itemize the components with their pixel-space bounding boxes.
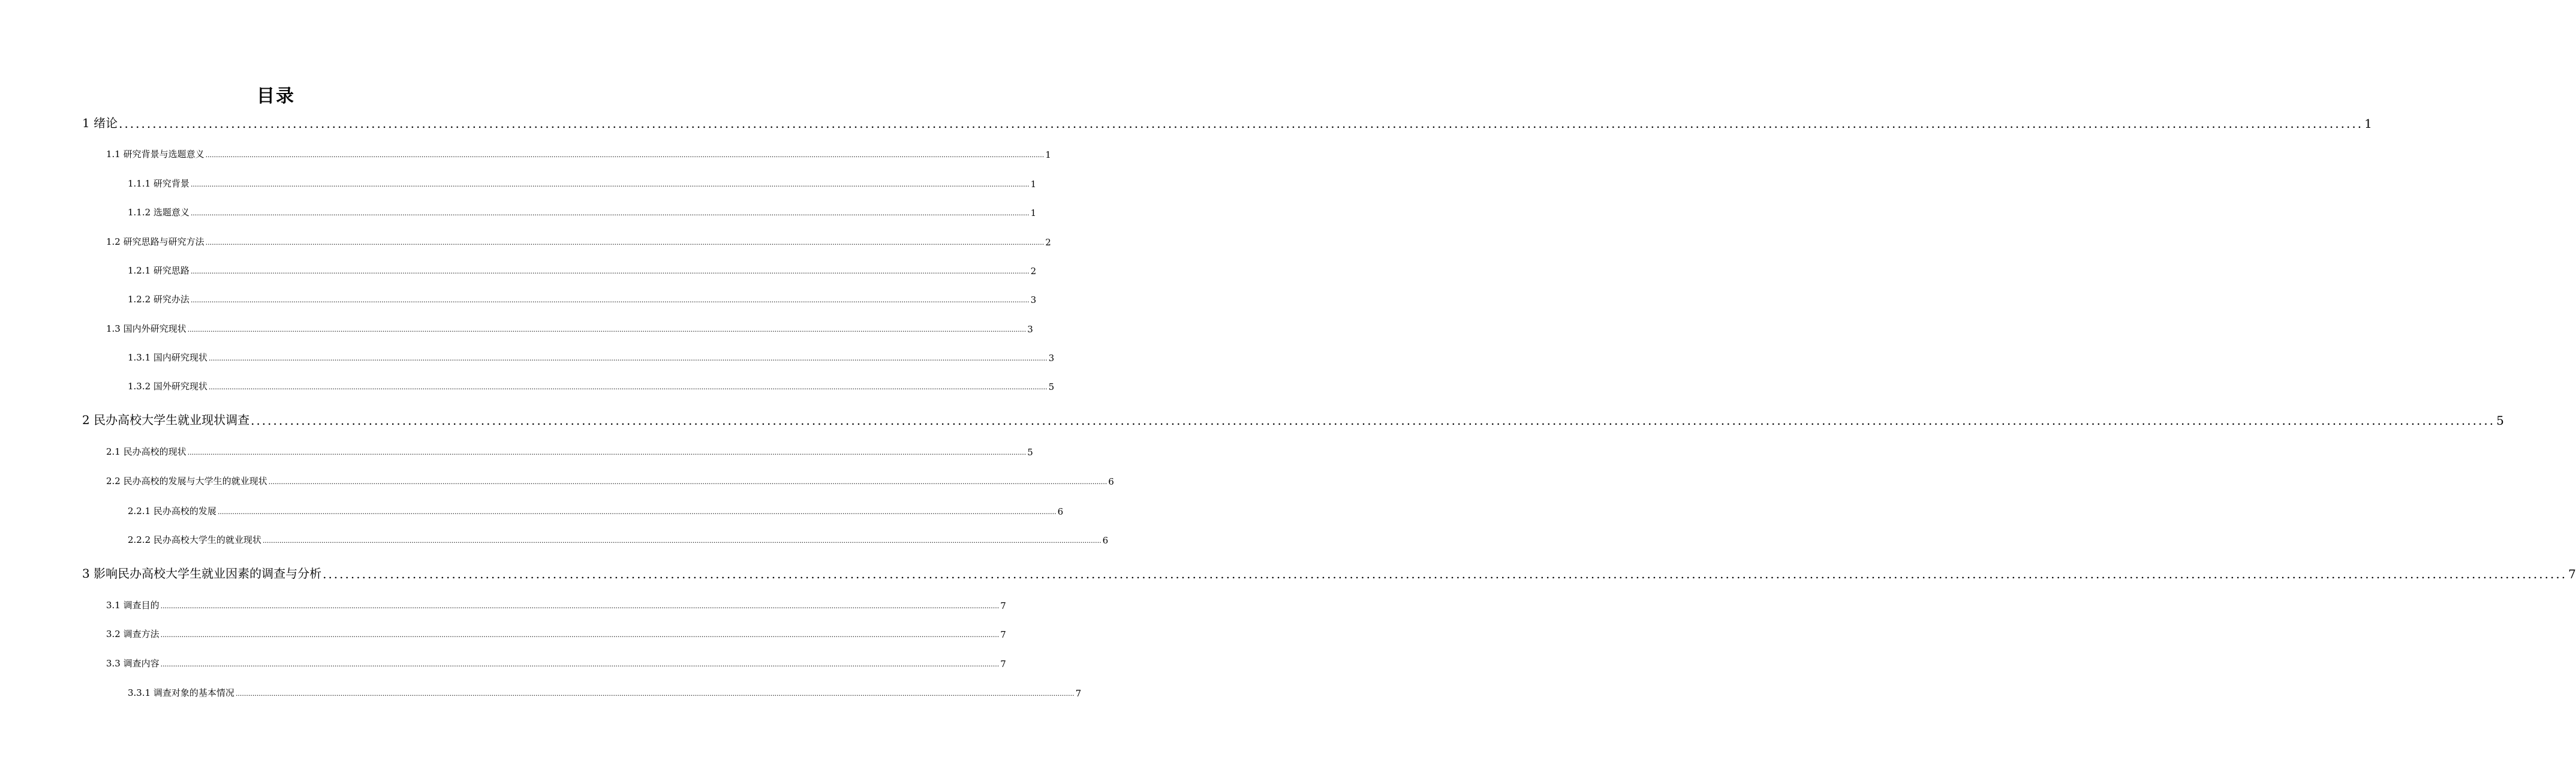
- toc-entry-page: 5: [1027, 447, 1033, 458]
- toc-entry-page: 2: [1045, 237, 1051, 248]
- toc-entry[interactable]: [106, 656, 1006, 669]
- toc-entry-label: 1.2.1 研究思路: [128, 265, 189, 276]
- toc-entry-page: 7: [1000, 600, 1006, 611]
- page-title: 目录: [257, 86, 295, 107]
- toc-entry-page: 5: [2496, 413, 2504, 428]
- toc-entry[interactable]: [106, 474, 1114, 487]
- toc-entry-label: 1.1 研究背景与选题意义: [106, 149, 204, 160]
- toc-entry-label: 2.2.2 民办高校大学生的就业现状: [128, 534, 261, 545]
- toc-leader-dots: ................................................................................................................................................................................................................................................................................................................................................................................................................: [190, 268, 1030, 275]
- toc-entry-page: 3: [1030, 295, 1037, 305]
- toc-entry-page: 7: [2568, 567, 2576, 581]
- toc-entry-label: 3 影响民办高校大学生就业因素的调查与分析: [82, 566, 322, 581]
- toc-entry[interactable]: [106, 147, 1051, 160]
- toc-entry-label: 2.2 民办高校的发展与大学生的就业现状: [106, 476, 267, 486]
- toc-entry-page: 6: [1108, 476, 1114, 487]
- toc-entry[interactable]: [82, 411, 2504, 428]
- toc-entry-page: 1: [1030, 179, 1037, 190]
- toc-entry-page: 1: [2364, 116, 2372, 131]
- toc-entry[interactable]: [128, 205, 1037, 218]
- toc-entry-page: 6: [1102, 535, 1109, 546]
- toc-entry[interactable]: [106, 444, 1033, 458]
- toc-leader-dots: ................................................................................................................................................................................................................................................................................................................................................................................................................: [160, 631, 1000, 639]
- toc-leader-dots: ................................................................................................................................................................................................................................................................................................................................................................................................................: [190, 296, 1030, 304]
- toc-entry-label: 1.1.2 选题意义: [128, 207, 189, 218]
- toc-leader-dots: ................................................................................................................................................................................................................................................................................................................................................................................................................: [205, 239, 1045, 247]
- toc-entry[interactable]: [128, 533, 1109, 546]
- toc-entry-page: 3: [1027, 324, 1033, 335]
- toc-leader-dots: ................................................................................................................................................................................................................................................................................................................................................................................................................: [119, 116, 2364, 131]
- toc-entry-label: 3.3.1 调查对象的基本情况: [128, 687, 234, 698]
- toc-entry[interactable]: [106, 627, 1006, 640]
- toc-leader-dots: ................................................................................................................................................................................................................................................................................................................................................................................................................: [208, 355, 1048, 362]
- toc-leader-dots: ................................................................................................................................................................................................................................................................................................................................................................................................................: [190, 181, 1030, 188]
- toc-leader-dots: ................................................................................................................................................................................................................................................................................................................................................................................................................: [187, 449, 1027, 456]
- toc-entry-label: 1 绪论: [82, 116, 118, 130]
- toc-entry-label: 2 民办高校大学生就业现状调查: [82, 413, 250, 427]
- toc-leader-dots: ................................................................................................................................................................................................................................................................................................................................................................................................................: [205, 151, 1045, 159]
- toc-entry-label: 1.2 研究思路与研究方法: [106, 236, 204, 247]
- toc-entry-page: 3: [1048, 353, 1055, 364]
- toc-entry-page: 1: [1045, 149, 1051, 160]
- toc-leader-dots: ................................................................................................................................................................................................................................................................................................................................................................................................................: [235, 690, 1075, 698]
- toc-entry-label: 2.2.1 民办高校的发展: [128, 506, 216, 516]
- toc-entry[interactable]: [82, 564, 2576, 581]
- toc-leader-dots: ................................................................................................................................................................................................................................................................................................................................................................................................................: [217, 508, 1057, 516]
- toc-entry[interactable]: [106, 235, 1051, 248]
- toc-entry[interactable]: [128, 292, 1037, 305]
- toc-entry-label: 1.3.2 国外研究现状: [128, 381, 207, 392]
- toc-entry-label: 3.2 调查方法: [106, 629, 160, 639]
- toc-entry-page: 1: [1030, 208, 1037, 218]
- toc-entry[interactable]: [106, 322, 1033, 335]
- toc-entry-label: 3.3 调查内容: [106, 658, 160, 669]
- toc-entry-page: 6: [1057, 506, 1064, 517]
- toc-leader-dots: ................................................................................................................................................................................................................................................................................................................................................................................................................: [262, 537, 1102, 545]
- toc-leader-dots: ................................................................................................................................................................................................................................................................................................................................................................................................................: [190, 209, 1030, 217]
- toc-entry-page: 5: [1048, 382, 1055, 392]
- toc-leader-dots: ................................................................................................................................................................................................................................................................................................................................................................................................................: [160, 660, 1000, 668]
- toc-leader-dots: ................................................................................................................................................................................................................................................................................................................................................................................................................: [160, 602, 1000, 610]
- toc-leader-dots: ................................................................................................................................................................................................................................................................................................................................................................................................................: [323, 567, 2568, 581]
- toc-entry[interactable]: [82, 114, 2372, 131]
- toc-entry[interactable]: [128, 263, 1037, 277]
- toc-entry[interactable]: [128, 350, 1055, 364]
- toc-entry[interactable]: [128, 379, 1055, 392]
- toc-entry[interactable]: [128, 686, 1082, 699]
- toc-leader-dots: ................................................................................................................................................................................................................................................................................................................................................................................................................: [251, 413, 2496, 428]
- toc-entry-label: 1.3 国内外研究现状: [106, 323, 186, 334]
- toc-entry-page: 7: [1000, 659, 1006, 669]
- toc-entry-label: 1.2.2 研究办法: [128, 294, 189, 305]
- toc-entry[interactable]: [106, 598, 1006, 611]
- toc-entry-page: 7: [1000, 629, 1006, 640]
- toc-entry-label: 1.3.1 国内研究现状: [128, 352, 207, 363]
- toc-entry-page: 2: [1030, 266, 1037, 277]
- toc-entry-label: 2.1 民办高校的现状: [106, 446, 186, 457]
- toc-entry-label: 3.1 调查目的: [106, 600, 160, 611]
- toc-entry-page: 7: [1075, 688, 1082, 699]
- toc-leader-dots: ................................................................................................................................................................................................................................................................................................................................................................................................................: [208, 383, 1048, 391]
- toc-leader-dots: ................................................................................................................................................................................................................................................................................................................................................................................................................: [187, 326, 1027, 334]
- toc-entry-label: 1.1.1 研究背景: [128, 178, 189, 189]
- toc-leader-dots: ................................................................................................................................................................................................................................................................................................................................................................................................................: [268, 478, 1108, 486]
- toc-entry[interactable]: [128, 176, 1037, 190]
- toc-entry[interactable]: [128, 504, 1064, 517]
